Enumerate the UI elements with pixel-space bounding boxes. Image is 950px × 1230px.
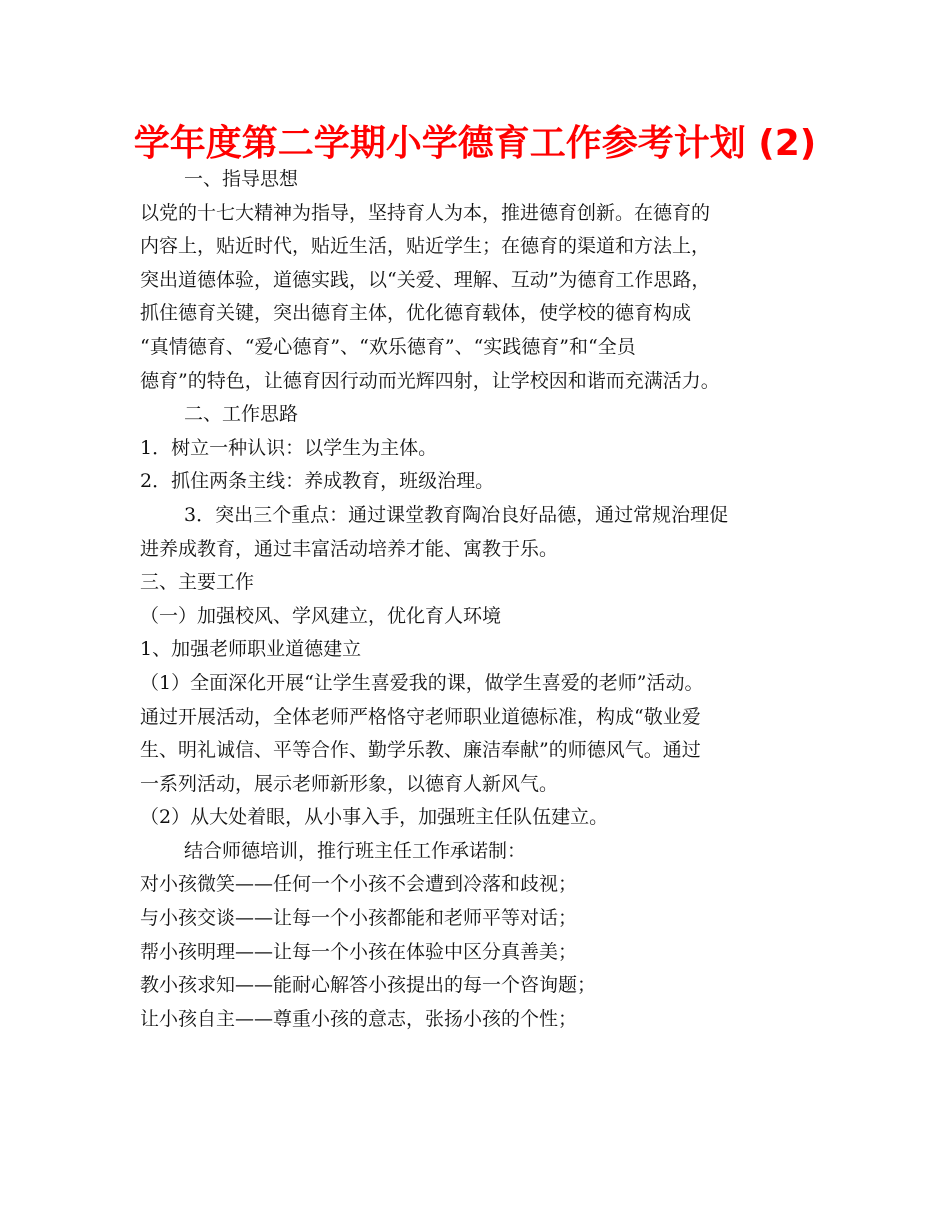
text-line: 一、指导思想 — [184, 168, 299, 190]
text-line: 结合师德培训，推行班主任工作承诺制： — [184, 839, 527, 862]
document-body — [140, 163, 840, 1036]
document-title: 学年度第二学期小学德育工作参考计划 (2) — [133, 123, 817, 164]
text-line: 突出道德体验，道德实践，以“关爱、理解、互动”为德育工作思路， — [140, 268, 711, 291]
text-line: 3．突出三个重点：通过课堂教育陶冶良好品德，通过常规治理促 — [184, 503, 729, 526]
text-line: （一）加强校风、学风建立，优化育人环境 — [140, 604, 502, 627]
text-line: 二、工作思路 — [184, 403, 299, 426]
text-line: 2．抓住两条主线：养成教育，班级治理。 — [140, 470, 495, 493]
text-line: 对小孩微笑——任何一个小孩不会遭到冷落和歧视； — [140, 873, 578, 896]
text-line: 通过开展活动，全体老师严格恪守老师职业道德标准，构成“敬业爱 — [140, 705, 701, 728]
text-line: 抓住德育关键，突出德育主体，优化德育载体，使学校的德育构成 — [140, 302, 692, 325]
text-line: 帮小孩明理——让每一个小孩在体验中区分真善美； — [140, 940, 578, 963]
text-line: 以党的十七大精神为指导，坚持育人为本，推进德育创新。在德育的 — [140, 201, 711, 224]
text-line: 1、加强老师职业道德建立 — [140, 638, 362, 661]
text-line: （1）全面深化开展“让学生喜爱我的课，做学生喜爱的老师”活动。 — [140, 671, 704, 694]
text-line: 德育”的特色，让德育因行动而光辉四射，让学校因和谐而充满活力。 — [140, 369, 720, 392]
text-line: 教小孩求知——能耐心解答小孩提出的每一个咨询题； — [140, 974, 597, 997]
text-line: “真情德育、“爱心德育”、“欢乐德育”、“实践德育”和“全员 — [140, 335, 636, 358]
text-line: 三、主要工作 — [140, 571, 255, 594]
text-line: 一系列活动，展示老师新形象，以德育人新风气。 — [140, 772, 559, 795]
text-line: 与小孩交谈——让每一个小孩都能和老师平等对话； — [140, 907, 578, 930]
text-line: （2）从大处着眼，从小事入手，加强班主任队伍建立。 — [140, 806, 609, 829]
text-line: 生、明礼诚信、平等合作、勤学乐教、廉洁奉献”的师德风气。通过 — [140, 739, 701, 762]
text-line: 进养成教育，通过丰富活动培养才能、寓教于乐。 — [140, 537, 559, 560]
text-line: 让小孩自主——尊重小孩的意志，张扬小孩的个性； — [140, 1007, 578, 1030]
text-line: 内容上，贴近时代，贴近生活，贴近学生；在德育的渠道和方法上， — [140, 235, 711, 258]
text-line: 1．树立一种认识：以学生为主体。 — [140, 436, 438, 459]
